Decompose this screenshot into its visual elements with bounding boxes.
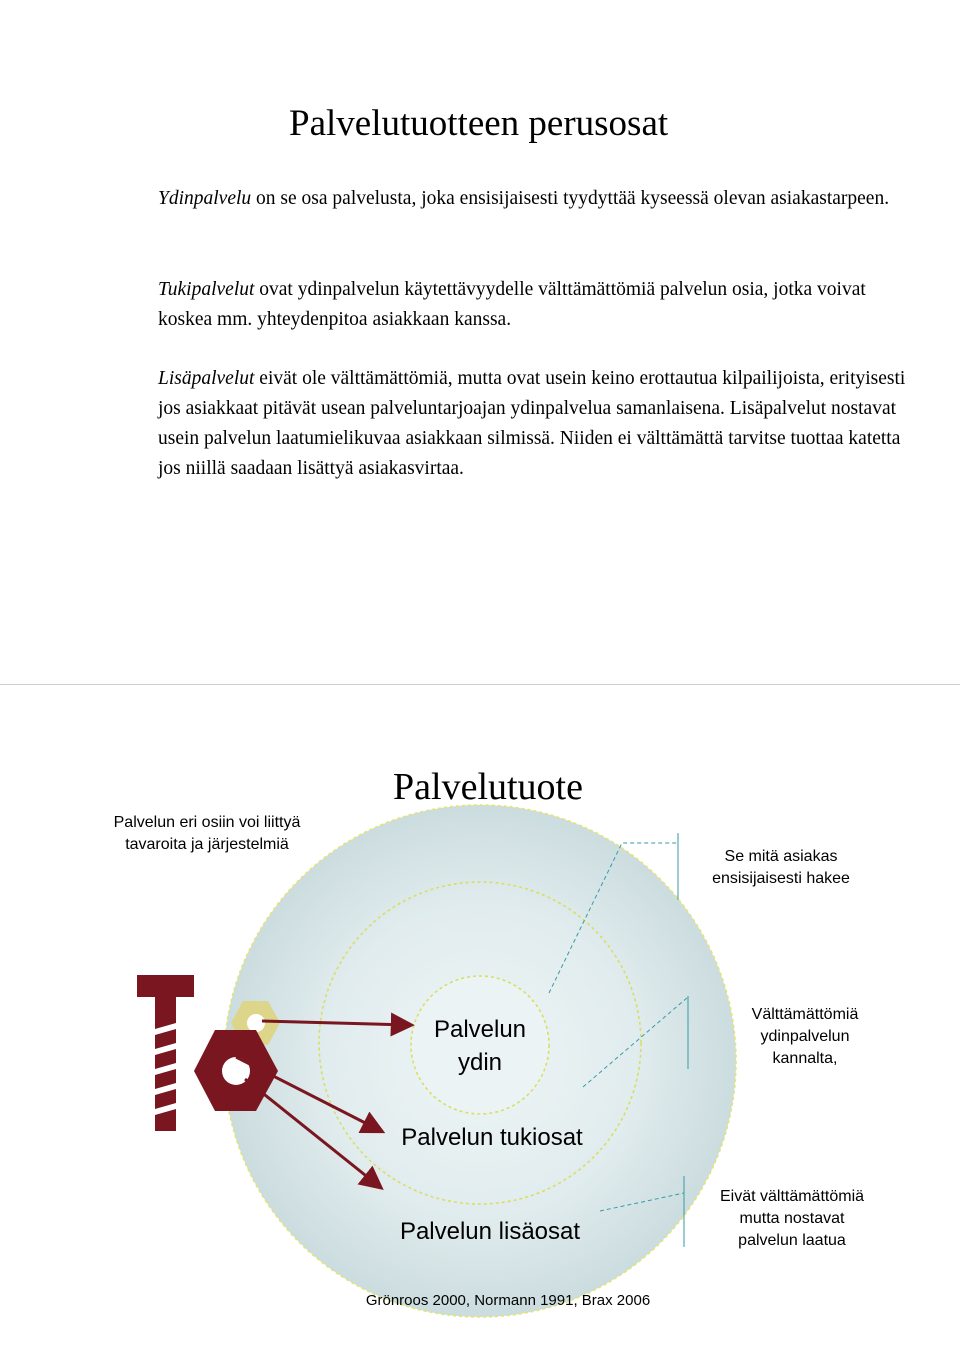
paragraph-additional-text: eivät ole välttämättömiä, mutta ovat usein keino erottautua kilpailijoista, erityisesti jos asiakkaat pitävät usean palveluntarjoajan ydinpalvelua samanlaisena. Lisäpalvelut nostavat usein palvelun laatumielikuvaa asiakkaan silmissä. Niiden ei välttämättä tarvitse tuottaa katetta jos niillä saadaan lisättyä asiakasvirtaa. [158, 368, 906, 479]
slide-1 [0, 0, 960, 682]
paragraph-core-service [158, 184, 918, 214]
additional-parts-label: Palvelun lisäosat [399, 1218, 581, 1245]
support-parts-label: Palvelun tukiosat [401, 1124, 583, 1151]
paragraph-support-text: ovat ydinpalvelun käytettävyydelle välttämättömiä palvelun osia, jotka voivat koskea mm. yhteydenpitoa asiakkaan kanssa. [158, 279, 866, 330]
left-note-line-2: tavaroita ja järjestelmiä [125, 836, 289, 853]
slide-1-title: Palvelutuotteen perusosat [289, 103, 669, 144]
note-additional-line-2: mutta nostavat [739, 1210, 845, 1227]
note-core-line-1: Se mitä asiakas [724, 848, 838, 865]
note-core-line-2: ensisijaisesti hakee [712, 870, 850, 887]
core-label-line-2: ydin [457, 1049, 503, 1076]
core-circle [411, 976, 549, 1114]
term-additional-services: Lisäpalvelut [158, 368, 255, 389]
slide-2-title: Palvelutuote [393, 766, 583, 808]
service-product-diagram [0, 685, 960, 1368]
slide-2 [0, 684, 960, 1368]
screw-icon [137, 975, 194, 1131]
term-core-service: Ydinpalvelu [158, 188, 252, 209]
note-additional-line-3: palvelun laatua [738, 1232, 846, 1249]
note-support-line-2: ydinpalvelun [760, 1028, 850, 1045]
note-additional-line-1: Eivät välttämättömiä [719, 1188, 865, 1205]
left-note-line-1: Palvelun eri osiin voi liittyä [113, 814, 301, 831]
paragraph-support-services [158, 275, 918, 335]
term-support-services: Tukipalvelut [158, 279, 255, 300]
source-citation: Grönroos 2000, Normann 1991, Brax 2006 [365, 1292, 651, 1309]
core-label-line-1: Palvelun [433, 1016, 527, 1043]
note-support-line-3: kannalta, [772, 1050, 838, 1067]
paragraph-additional-services [158, 364, 918, 484]
note-support-line-1: Välttämättömiä [751, 1006, 859, 1023]
paragraph-core-text: on se osa palvelusta, joka ensisijaisesti tyydyttää kyseessä olevan asiakastarpeen. [251, 188, 890, 209]
